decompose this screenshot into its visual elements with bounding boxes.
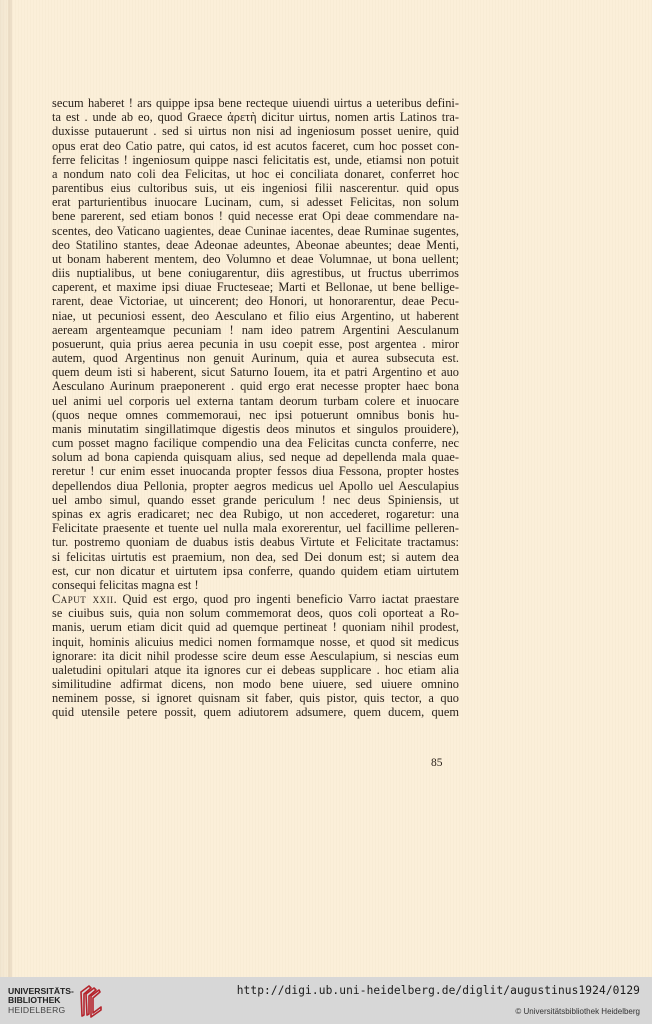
text-line: aeream argenteamque pecuniam ! nam ideo patrem Argentini Aesculanum [52,322,459,337]
text-line: niae, ut pecuniosi essent, deo Aesculano et filio eius Argentino, ut haberent [52,308,459,323]
text-line: scentes, deo Vaticano uagientes, deae Cuninae iacentes, deae Ruminae sugentes, [52,223,459,238]
text-line: duxisse putauerunt . sed si uirtus non nisi ad ingeniosum posset uenire, quid [52,124,459,139]
text-line: rarent, deae Victoriae, ut uincerent; deo Honori, ut honorarentur, deae Pecu- [52,294,459,309]
body-text [52,96,459,720]
text-line: si felicitas uirtutis est praemium, non dea, sed Dei donum est; si autem dea [52,549,459,564]
text-line: secum haberet ! ars quippe ipsa bene recteque uiuendi uirtus a ueteribus defini- [52,96,459,110]
text-line: ualetudini opitulari atque ita ignores cur ei debeas supplicare . hoc etiam alia [52,662,459,677]
text-line: diis nuptialibus, ut bene coniugarentur, diis agrestibus, ut fructus uberrimos [52,266,459,281]
text-line: (quos neque omnes commemoraui, nec ipsi potuerunt omnibus bonis hu- [52,407,459,422]
text-line: se ciuibus suis, quia non solum commemorat deos, quos coli oporteat a Ro- [52,606,459,621]
chapter-label: Caput xxii [52,592,114,607]
chapter-text: . Quid est ergo, quod pro ingenti beneficio Varro iactat praestare [113,592,460,607]
page-number: 85 [431,757,443,769]
logo-line-3: HEIDELBERG [8,1004,66,1015]
text-line: bene parerent, sed etiam bonos ! quid necesse erat Opi deae commendare na- [52,209,459,224]
text-line: uel animi uel corporis uel externa tantam deorum turbam colere et inuocare [52,393,459,408]
text-line: uel ambo simul, quando esset grande periculum ! nec deus Spiniensis, ut [52,492,459,507]
text-line: depellendos diua Pellonia, propter aegros medicus uel Apollo uel Aesculapius [52,478,459,493]
text-line: cum posset magno facilique compendio una dea Felicitas cuncta conferre, nec [52,436,459,451]
text-line: ut bonam haberent mentem, deo Volumno et deae Volumnae, ut bona uellent; [52,251,459,266]
text-line: parentibus eius cultoribus suis, ut eis ingeniosi filii nascerentur. quid opus [52,181,459,196]
text-line: similitudine adfirmat dicens, non modo bene uiuere, sed uiuere omnino [52,677,459,692]
text-line: tur. postremo quoniam de duabus istis deabus Virtute et Felicitate tractamus: [52,535,459,550]
text-line: manis minutatim singillatimque digestis deos minutos et singulos prouidere), [52,421,459,436]
text-line: ta est . unde ab eo, quod Graece ἀρετὴ dicitur uirtus, nomen artis Latinos tra- [52,110,459,125]
text-line: Aesculano Aurinum praeponerent . quid ergo erat necesse propter haec bona [52,379,459,394]
logo-line-1: UNIVERSITÄTS- [8,985,74,996]
text-line: consequi felicitas magna est ! [52,577,199,592]
text-line: solum ad bona capienda quisquam alius, sed neque ad depellenda mala quae- [52,450,459,465]
text-line: erat parturientibus inuocare Lucinam, cum, si adesset Felicitas, non solum [52,195,459,210]
library-logo[interactable] [8,983,103,1019]
permalink-url[interactable]: http://digi.ub.uni-heidelberg.de/diglit/augustinus1924/0129 [236,984,640,997]
text-line: ignorare: ita dicit nihil prodesse scire deum esse Aesculapium, si nescias eum [52,648,459,663]
footer-bar [0,977,652,1024]
text-line: manis, uerum etiam dicit quid ad quemque pertineat ! quoniam nihil prodest, [52,620,459,635]
text-line: caperent, et maxime ipsi diuae Fructeseae; Marti et Bellonae, ut bene bellige- [52,280,459,295]
page-binding-edge [8,0,12,977]
text-line: neminem posse, si ignoret quisnam sit faber, quis pistor, quis tector, a quo [52,691,459,706]
text-line: est, cur non dicatur et uirtutem ipsa conferre, quando quidem etiam uirtutem [52,563,459,578]
chapter-heading-line [52,592,459,606]
text-line: inquit, hominis alicuius medici nomen formamque nosse, et quod sit medicus [52,634,459,649]
text-line: posuerunt, quia prius aerea pecunia in usu coepit esse, post argentea . miror [52,336,459,351]
text-line: reretur ! cur enim esset inuocanda propter fessos diua Fessona, propter hostes [52,464,459,479]
logo-text [8,987,74,1016]
text-line: a nondum nato coli dea Felicitas, ut hoc ei conciliata donaret, conferret hoc [52,166,459,181]
text-line: Felicitate praesente et tuente uel nulla mala exorerentur, uel facillime pelleren- [52,521,459,536]
text-line: quid utensile petere possit, quem adiutorem adsumere, quem ducem, quem [52,705,459,720]
text-line: spinas ex agris eradicaret; nec dea Rubigo, ut non accederet, rogaretur: una [52,506,459,521]
text-line: deo Statilino stantes, deae Adeonae adeuntes, Abeonae abeuntes; deae Menti, [52,237,459,252]
text-line: ferre felicitas ! ingeniosum quippe nasci felicitatis est, unde, etiamsi non potuit [52,152,459,167]
copyright-notice: © Universitätsbibliothek Heidelberg [515,1007,640,1016]
text-line: opus erat deo Catio patre, qui catos, id est acutos faceret, cum hoc posset con- [52,138,459,153]
logo-line-2: BIBLIOTHEK [8,995,61,1006]
text-line: quem deum isti si haberent, sicut Saturno Iouem, ita et patri Argentino et auo [52,365,459,380]
text-line: autem, quod Argentinus non genuit Aurinum, quia et aurea subsecuta est. [52,351,459,366]
library-logo-mark-icon [77,984,103,1018]
